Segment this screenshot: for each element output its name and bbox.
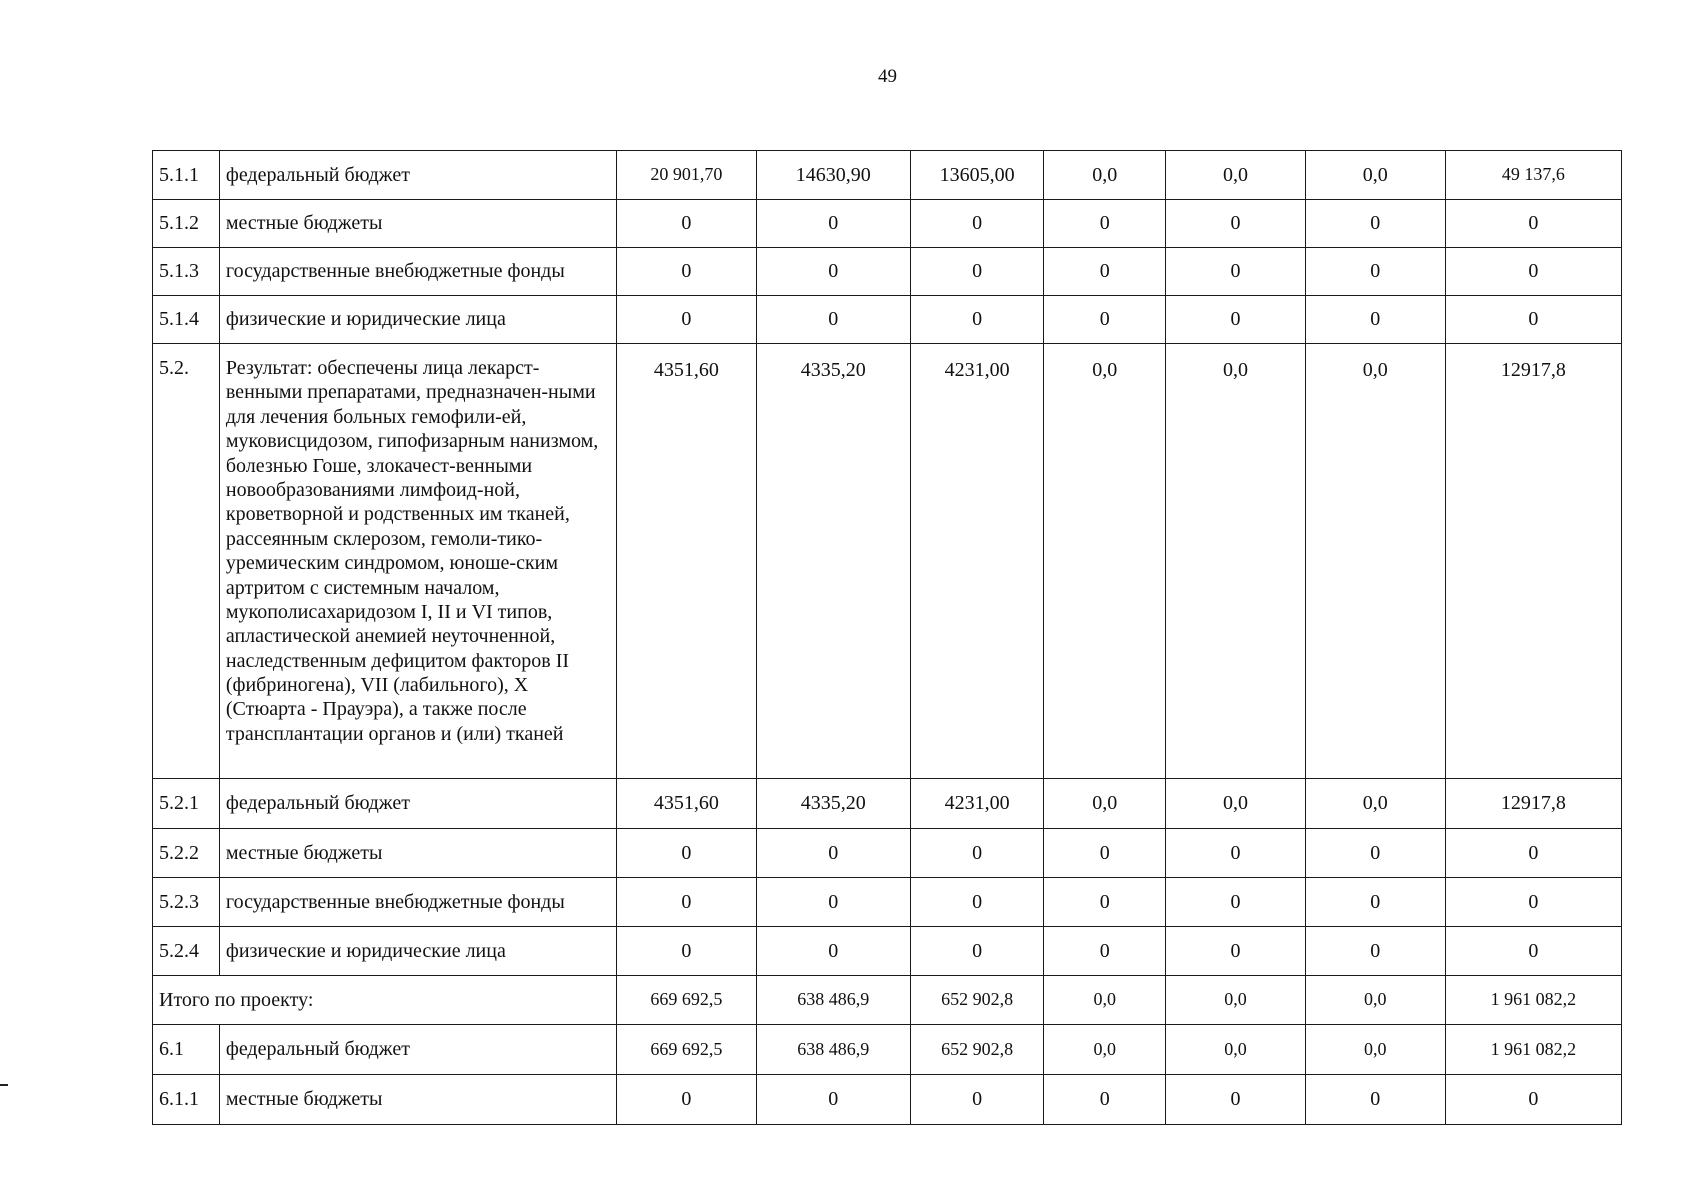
value-cell: 0 xyxy=(910,296,1044,344)
value-cell: 0 xyxy=(1445,1075,1621,1125)
value-cell: 0 xyxy=(1305,878,1445,927)
row-code: 5.2.2 xyxy=(153,829,220,878)
row-code: 5.2. xyxy=(153,344,220,779)
row-code: 6.1 xyxy=(153,1025,220,1075)
value-cell: 0 xyxy=(756,296,910,344)
row-code: 5.1.3 xyxy=(153,248,220,296)
value-cell: 0 xyxy=(756,878,910,927)
row-name: физические и юридические лица xyxy=(219,296,616,344)
value-cell: 638 486,9 xyxy=(756,976,910,1025)
value-cell: 1 961 082,2 xyxy=(1445,976,1621,1025)
value-cell: 0 xyxy=(1044,248,1166,296)
value-cell: 0 xyxy=(616,927,756,976)
row-code: 5.2.4 xyxy=(153,927,220,976)
row-name: местные бюджеты xyxy=(219,200,616,248)
value-cell: 0,0 xyxy=(1166,1025,1306,1075)
value-cell: 0,0 xyxy=(1305,779,1445,829)
row-name: федеральный бюджет xyxy=(219,151,616,200)
value-cell: 0 xyxy=(1305,248,1445,296)
table-row-5-2-1 xyxy=(153,779,1622,829)
table-row-5-2 xyxy=(153,344,1622,779)
row-name: федеральный бюджет xyxy=(219,1025,616,1075)
row-name: федеральный бюджет xyxy=(219,779,616,829)
value-cell: 1 961 082,2 xyxy=(1445,1025,1621,1075)
row-code: 5.1.4 xyxy=(153,296,220,344)
value-cell: 0 xyxy=(910,200,1044,248)
value-cell: 0 xyxy=(1305,829,1445,878)
value-cell: 0 xyxy=(1305,927,1445,976)
value-cell: 0 xyxy=(910,248,1044,296)
value-cell: 0 xyxy=(1166,200,1306,248)
table-row-5-2-3 xyxy=(153,878,1622,927)
row-name: физические и юридические лица xyxy=(219,927,616,976)
table-row-5-1-3 xyxy=(153,248,1622,296)
value-cell: 0 xyxy=(756,829,910,878)
value-cell: 4231,00 xyxy=(910,344,1044,779)
row-code: 5.2.1 xyxy=(153,779,220,829)
value-cell: 0 xyxy=(1166,1075,1306,1125)
value-cell: 0,0 xyxy=(1044,1025,1166,1075)
value-cell: 4335,20 xyxy=(756,779,910,829)
value-cell: 0 xyxy=(616,296,756,344)
value-cell: 0 xyxy=(1445,296,1621,344)
value-cell: 652 902,8 xyxy=(910,976,1044,1025)
value-cell: 0 xyxy=(756,248,910,296)
value-cell: 0 xyxy=(910,927,1044,976)
value-cell: 0 xyxy=(1166,248,1306,296)
value-cell: 0 xyxy=(910,878,1044,927)
value-cell: 0 xyxy=(1445,248,1621,296)
value-cell: 638 486,9 xyxy=(756,1025,910,1075)
row-code: 5.1.1 xyxy=(153,151,220,200)
value-cell: 0 xyxy=(1044,829,1166,878)
value-cell: 0,0 xyxy=(1166,344,1306,779)
value-cell: 0 xyxy=(910,829,1044,878)
value-cell: 0,0 xyxy=(1044,779,1166,829)
value-cell: 0 xyxy=(1445,927,1621,976)
value-cell: 0 xyxy=(1445,829,1621,878)
value-cell: 669 692,5 xyxy=(616,976,756,1025)
value-cell: 4351,60 xyxy=(616,344,756,779)
value-cell: 4231,00 xyxy=(910,779,1044,829)
table-row-5-2-2 xyxy=(153,829,1622,878)
value-cell: 0 xyxy=(1044,878,1166,927)
value-cell: 0 xyxy=(1044,927,1166,976)
value-cell: 49 137,6 xyxy=(1445,151,1621,200)
row-name: местные бюджеты xyxy=(219,1075,616,1125)
value-cell: 669 692,5 xyxy=(616,1025,756,1075)
row-name: государственные внебюджетные фонды xyxy=(219,878,616,927)
value-cell: 0 xyxy=(616,200,756,248)
value-cell: 0 xyxy=(910,1075,1044,1125)
value-cell: 0,0 xyxy=(1305,344,1445,779)
value-cell: 0 xyxy=(1166,927,1306,976)
value-cell: 0,0 xyxy=(1305,976,1445,1025)
row-name: государственные внебюджетные фонды xyxy=(219,248,616,296)
table-row-5-1-1 xyxy=(153,151,1622,200)
value-cell: 4351,60 xyxy=(616,779,756,829)
value-cell: 13605,00 xyxy=(910,151,1044,200)
row-code: 5.2.3 xyxy=(153,878,220,927)
value-cell: 0 xyxy=(1305,296,1445,344)
value-cell: 12917,8 xyxy=(1445,779,1621,829)
value-cell: 652 902,8 xyxy=(910,1025,1044,1075)
margin-mark xyxy=(0,1084,8,1086)
value-cell: 0 xyxy=(616,878,756,927)
value-cell: 0 xyxy=(1445,878,1621,927)
value-cell: 0 xyxy=(1166,296,1306,344)
value-cell: 0 xyxy=(1166,829,1306,878)
table-row-5-2-4 xyxy=(153,927,1622,976)
value-cell: 0 xyxy=(1305,1075,1445,1125)
table-row-total xyxy=(153,976,1622,1025)
value-cell: 0 xyxy=(1445,200,1621,248)
value-cell: 0,0 xyxy=(1305,1025,1445,1075)
value-cell: 0,0 xyxy=(1166,779,1306,829)
value-cell: 0 xyxy=(1166,878,1306,927)
row-code: 5.1.2 xyxy=(153,200,220,248)
value-cell: 0 xyxy=(1305,200,1445,248)
value-cell: 0 xyxy=(756,1075,910,1125)
budget-table xyxy=(152,150,1622,1125)
total-label: Итого по проекту: xyxy=(153,976,617,1025)
table-row-5-1-4 xyxy=(153,296,1622,344)
value-cell: 0 xyxy=(756,927,910,976)
row-description: Результат: обеспечены лица лекарст-венными препаратами, предназначен-ными для лечения больных гемофили-ей, муковисцидозом, гипофизарным нанизмом, болезнью Гоше, злокачест-венными новообразованиями лимфоид-ной, кроветворной и родственных им тканей, рассеянным склерозом, гемоли-тико-уремическим синдромом, юноше-ским артритом с системным началом, мукополисахаридозом I, II и VI типов, апластической анемией неуточненной, наследственным дефицитом факторов II (фибриногена), VII (лабильного), X (Стюарта - Прауэра), а также после трансплантации органов и (или) тканей xyxy=(219,344,616,779)
value-cell: 0,0 xyxy=(1044,151,1166,200)
value-cell: 0,0 xyxy=(1166,976,1306,1025)
value-cell: 4335,20 xyxy=(756,344,910,779)
value-cell: 0,0 xyxy=(1166,151,1306,200)
table-row-6-1-1 xyxy=(153,1075,1622,1125)
value-cell: 0,0 xyxy=(1044,344,1166,779)
value-cell: 0,0 xyxy=(1305,151,1445,200)
table-row-5-1-2 xyxy=(153,200,1622,248)
row-name: местные бюджеты xyxy=(219,829,616,878)
value-cell: 0,0 xyxy=(1044,976,1166,1025)
value-cell: 0 xyxy=(616,248,756,296)
page-number: 49 xyxy=(878,66,897,87)
value-cell: 0 xyxy=(1044,200,1166,248)
value-cell: 14630,90 xyxy=(756,151,910,200)
value-cell: 12917,8 xyxy=(1445,344,1621,779)
value-cell: 0 xyxy=(1044,296,1166,344)
value-cell: 0 xyxy=(616,829,756,878)
row-code: 6.1.1 xyxy=(153,1075,220,1125)
value-cell: 0 xyxy=(616,1075,756,1125)
table-row-6-1 xyxy=(153,1025,1622,1075)
value-cell: 0 xyxy=(1044,1075,1166,1125)
value-cell: 0 xyxy=(756,200,910,248)
value-cell: 20 901,70 xyxy=(616,151,756,200)
